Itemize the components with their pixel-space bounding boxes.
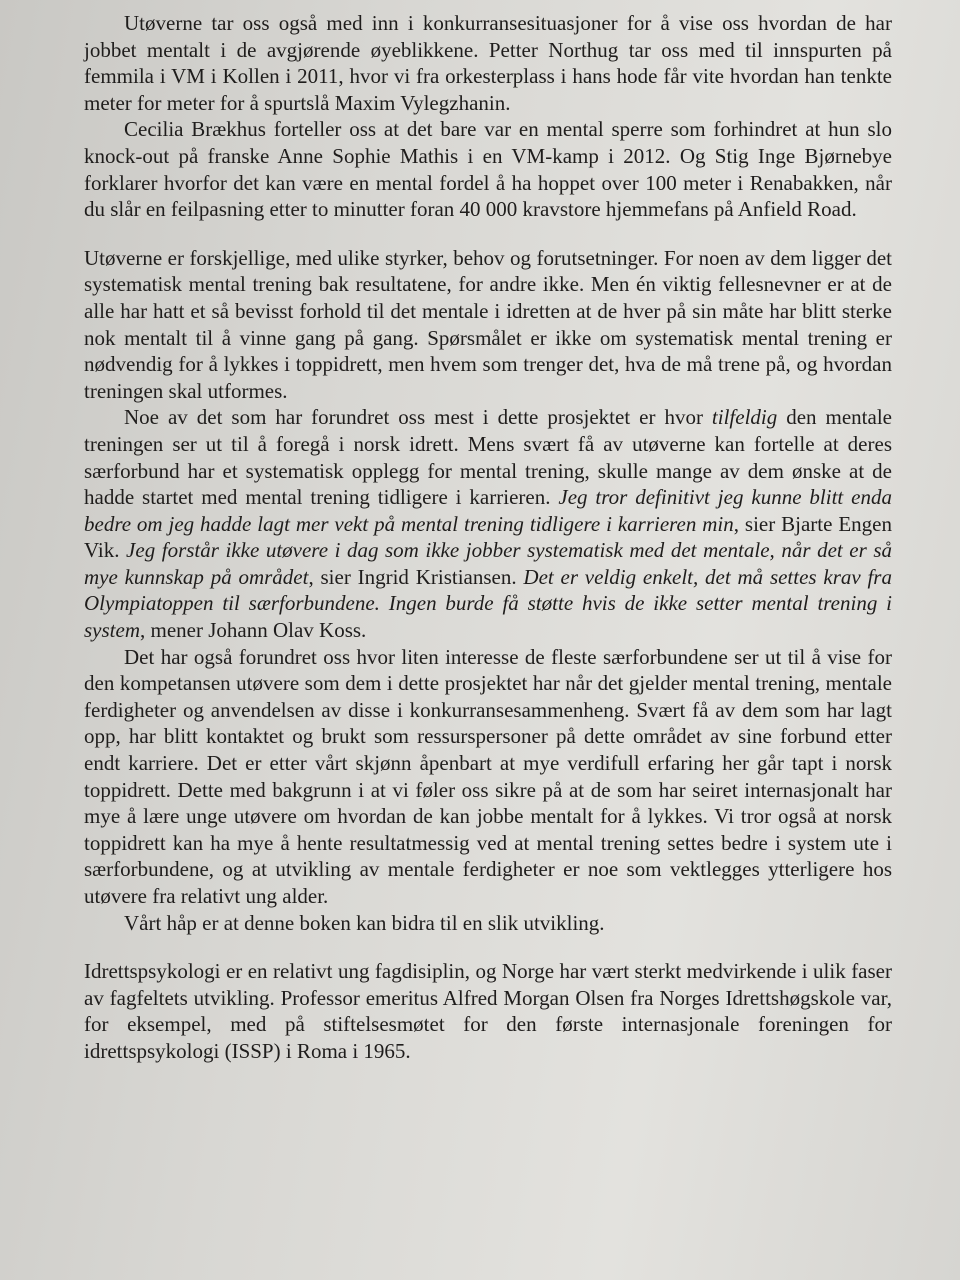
- text-run: Utøverne er forskjellige, med ulike styrker, behov og forutsetninger. For noen av dem ligger det systematisk mental trening bak resultatene, for andre ikke. Men én viktig fellesnevner er at de alle har hatt et så bevisst forhold til det mentale i idretten at de hver på sin måte har blitt sterke nok mentalt til å vinne gang på gang. Spørsmålet er ikke om systematisk mental trening er nødvendig for å lykkes i toppidrett, men hvem som trenger det, hva de må trene på, og hvordan treningen skal utformes.: [84, 245, 892, 403]
- text-run: , sier Bjarte Engen Vik.: [84, 511, 892, 563]
- text-run: Utøverne tar oss også med inn i konkurransesituasjoner for å vise oss hvordan de har jobbet mentalt i de avgjørende øyeblikkene. Petter Northug tar oss med til innspurten på femmila i VM i Kollen i 2011, hvor vi fra orkesterplass i hans hode får vite hvordan han tenkte meter for meter for å spurtslå Maxim Vylegzhanin.: [84, 11, 892, 115]
- text-run: , sier Ingrid Kristiansen.: [308, 564, 524, 589]
- text-run: den mentale treningen ser ut til å foregå i norsk idrett. Mens svært få av utøverne kan fortelle at deres særforbund har et systematisk opplegg for mental trening, skulle mange av dem ønske at de hadde startet med mental trening tidligere i karrieren.: [84, 405, 892, 510]
- text-section: [84, 958, 892, 1064]
- italic-quote-run: Det er veldig enkelt, det må settes krav fra Olympiatoppen til særforbundene. Ingen burde få støtte hvis de ikke setter mental trening i system: [84, 564, 892, 643]
- paragraph: [84, 958, 892, 1064]
- italic-quote-run: Jeg forstår ikke utøvere i dag som ikke jobber systematisk med det mentale, når det er så mye kunnskap på området: [84, 538, 892, 589]
- paragraph: [84, 116, 892, 222]
- italic-quote-run: Jeg tror definitivt jeg kunne blitt enda bedre om jeg hadde lagt mer vekt på mental trening tidligere i karrieren min: [84, 485, 892, 536]
- paragraph: [84, 644, 892, 910]
- paragraph: [84, 910, 892, 937]
- text-run: Det har også forundret oss hvor liten interesse de fleste særforbundene ser ut til å vise for den kompetansen utøvere som dem i dette prosjektet har når det gjelder mental trening, mentale ferdigheter og anvendelsen av disse i konkurransesammenheng. Svært få av dem som har lagt opp, har blitt kontaktet og brukt som ressurspersoner på dette området av sine forbund etter endt karriere. Det er etter vårt skjønn åpenbart at mye verdifull erfaring her går tapt i norsk toppidrett. Dette med bakgrunn i at vi føler oss sikre på at de som har seiret internasjonalt har mye å lære unge utøvere om hvordan de kan jobbe mentalt for å lykkes. Vi tror også at norsk toppidrett kan ha mye å hente resultatmessig ved at mental trening settes bedre i system ute i særforbundene, og at utvikling av mentale ferdigheter er noe som vektlegges ytterligere hos utøvere fra relativt ung alder.: [84, 644, 892, 908]
- text-run: , mener Johann Olav Koss.: [140, 618, 367, 643]
- text-section: [84, 245, 892, 936]
- text-run: Cecilia Brækhus forteller oss at det bare var en mental sperre som forhindret at hun slo knock-out på franske Anne Sophie Mathis i en VM-kamp i 2012. Og Stig Inge Bjørnebye forklarer hvorfor det kan være en mental fordel å ha hoppet over 100 meter i Renabakken, når du slår en feilpasning etter to minutter foran 40 000 kravstore hjemmefans på Anfield Road.: [84, 117, 892, 222]
- paragraph: [84, 245, 892, 405]
- text-run: Noe av det som har forundret oss mest i dette prosjektet er hvor: [124, 405, 712, 430]
- text-section: [84, 10, 892, 223]
- paragraph: [84, 10, 892, 116]
- text-run: Vårt håp er at denne boken kan bidra til en slik utvikling.: [124, 910, 605, 935]
- text-run: Idrettspsykologi er en relativt ung fagdisiplin, og Norge har vært sterkt medvirkende i ulik faser av fagfeltets utvikling. Professor emeritus Alfred Morgan Olsen fra Norges Idrettshøgskole var, for eksempel, med på stiftelsesmøtet for den første internasjonale foreningen for idrettspsykologi (ISSP) i Roma i 1965.: [84, 959, 892, 1063]
- paragraph: [84, 404, 892, 643]
- italic-quote-run: tilfeldig: [711, 405, 778, 430]
